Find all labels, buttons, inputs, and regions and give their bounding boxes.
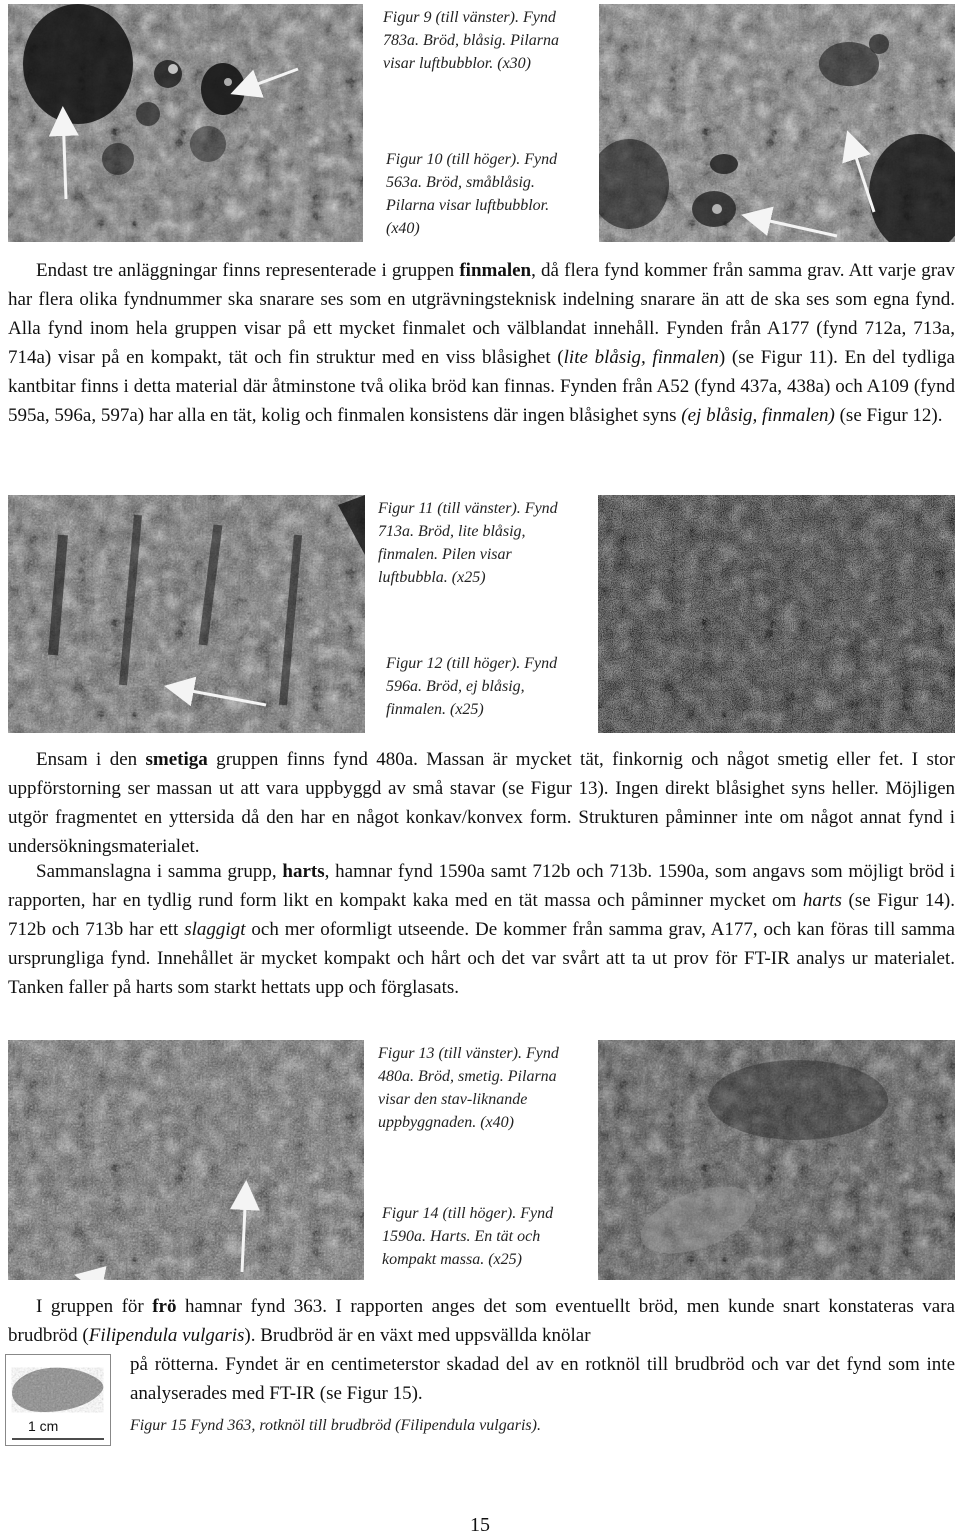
figure-9-photo bbox=[8, 4, 363, 242]
paragraph-harts: Sammanslagna i samma grupp, harts, hamnar fynd 1590a samt 712b och 713b. 1590a, som angavs som möjligt bröd i rapporten, har en tydlig rund form likt en kompakt kaka med en tät massa och påminner mycket om harts (se Figur 14). 712b och 713b har ett slaggigt och mer oformligt utseende. De kommer från samma grav, A177, och kan föras till samma ursprungliga fynd. Innehållet är mycket kompakt och hårt och det var svårt att ta ut prov för FT-IR analys ur materialet. Tanken faller på harts som starkt hettats upp och förglasats. bbox=[8, 861, 955, 998]
page-number: 15 bbox=[470, 1514, 490, 1536]
figure-13-photo bbox=[8, 1040, 364, 1280]
paragraph-finmalen: Endast tre anläggningar finns representerade i gruppen finmalen, då flera fynd kommer från samma grav. Att varje grav har flera olika fyndnummer ska snarare ses som en utgrävningsteknisk indelning snarare än att de ska ses som egna fynd. Alla fynd inom hela gruppen visar på ett mycket finmalet och välblandat innehåll. Fynden från A177 (fynd 712a, 713a, 714a) visar på en kompakt, tät och fin struktur med en viss blåsighet (lite blåsig, finmalen) (se Figur 11). En del tydliga kantbitar finns i detta material där åtminstone två olika bröd kan finnas. Fynden från A52 (fynd 437a, 438a) och A109 (fynd 595a, 596a, 597a) har alla en tät, kolig och finmalen konsistens där ingen blåsighet syns (ej blåsig, finmalen) (se Figur 12). bbox=[8, 260, 955, 426]
figure-14-photo bbox=[598, 1040, 955, 1280]
paragraph-smetiga: Ensam i den smetiga gruppen finns fynd 480a. Massan är mycket tät, finkornig och något smetig eller fet. I stor uppförstorning ser massan ut att vara uppbyggd av små stavar (se Figur 13). Ingen direkt blåsighet syns heller. Möjligen utgör fragmentet en yttersida då den har en något konkav/konvex form. Strukturen påminner inte om något annat fynd i undersökningsmaterialet. bbox=[8, 749, 955, 857]
figure-11-photo bbox=[8, 495, 365, 733]
paragraph-fro-continued: på rötterna. Fyndet är en centimeterstor skadad del av en rotknöl till brudbröd och var det fynd som inte analyserades med FT-IR (se Figur 15). bbox=[130, 1354, 955, 1404]
figure-13-caption: Figur 13 (till vänster). Fynd 480a. Bröd, smetig. Pilarna visar den stav-liknande uppbyggnaden. (x40) bbox=[378, 1045, 559, 1131]
scale-label: 1 cm bbox=[28, 1418, 59, 1434]
figure-12-photo bbox=[598, 495, 955, 733]
figure-14-caption: Figur 14 (till höger). Fynd 1590a. Harts. En tät och kompakt massa. (x25) bbox=[382, 1205, 554, 1268]
figure-9-caption: Figur 9 (till vänster). Fynd 783a. Bröd, blåsig. Pilarna visar luftbubblor. (x30) bbox=[383, 9, 560, 72]
figure-10-photo bbox=[599, 4, 955, 242]
figure-12-caption: Figur 12 (till höger). Fynd 596a. Bröd, ej blåsig, finmalen. (x25) bbox=[386, 655, 558, 718]
figure-11-caption: Figur 11 (till vänster). Fynd 713a. Bröd, lite blåsig, finmalen. Pilen visar luftbubbla. (x25) bbox=[378, 500, 558, 586]
paragraph-fro: I gruppen för frö hamnar fynd 363. I rapporten anges det som eventuellt bröd, men kunde snart konstateras vara brudbröd (Filipendula vulgaris). Brudbröd är en växt med uppsvällda knölar bbox=[8, 1296, 955, 1346]
figure-15-specimen bbox=[5, 1354, 111, 1446]
figure-10-caption: Figur 10 (till höger). Fynd 563a. Bröd, småblåsig. Pilarna visar luftbubblor. (x40) bbox=[386, 151, 558, 237]
figure-15-caption: Figur 15 Fynd 363, rotknöl till brudbröd (Filipendula vulgaris). bbox=[130, 1417, 541, 1434]
